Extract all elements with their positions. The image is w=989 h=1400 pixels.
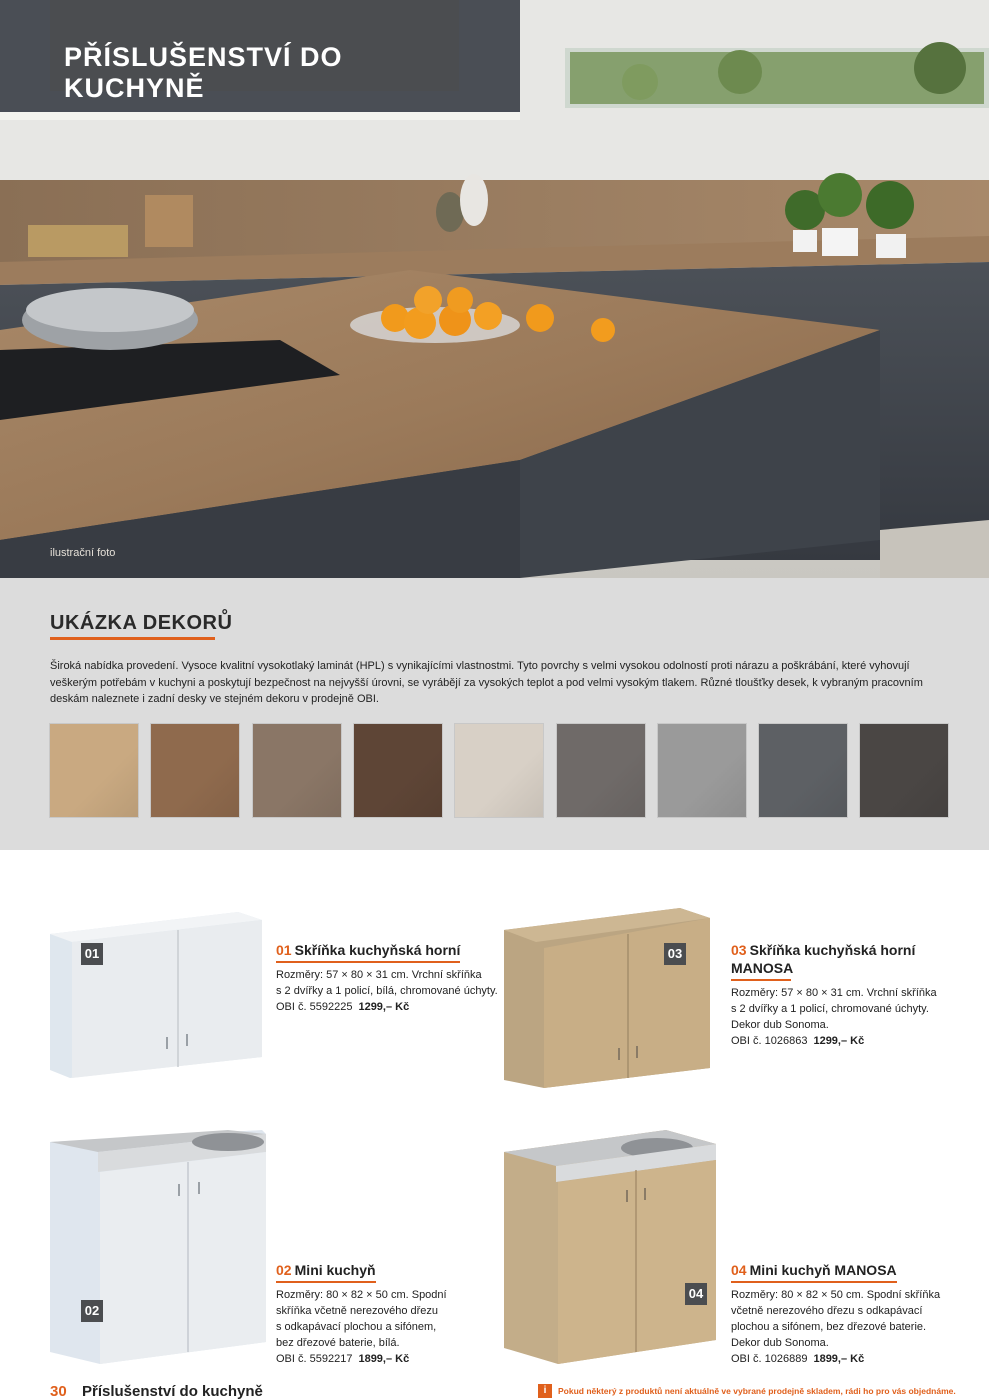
product-01-title[interactable] [276,942,460,967]
decor-swatch-8[interactable] [759,724,847,817]
decor-swatch-4[interactable] [354,724,442,817]
title-banner [50,0,459,103]
product-04-badge: 04 [685,1283,707,1305]
product-02-title[interactable] [276,1262,376,1287]
product-01-badge: 01 [81,943,103,965]
product-04-number: 04 [731,1262,747,1278]
product-04-desc-line-3: plochou a sifónem, bez dřezové baterie. [731,1321,927,1333]
product-03-price: 1299,– Kč [813,1035,865,1047]
product-04-desc-line-4: Dekor dub Sonoma. [731,1337,829,1349]
product-03-desc-line-2: s 2 dvířky a 1 policí, chromované úchyty. [731,1003,929,1015]
product-04-desc-line-2: včetně nerezového dřezu s odkapávací [731,1305,923,1317]
product-04-desc-line-1: Rozměry: 80 × 82 × 50 cm. Spodní skříňka [731,1289,941,1301]
product-03-title-underline [731,979,791,981]
product-01-desc-line-2: s 2 dvířky a 1 policí, bílá, chromované úchyty. [276,985,498,997]
product-02-title-underline [276,1281,376,1283]
product-02-desc-line-4: bez dřezové baterie, bílá. [276,1337,400,1349]
decor-description: Široká nabídka provedení. Vysoce kvalitní vysokotlaký laminát (HPL) s vynikajícími vlastnostmi. Tyto povrchy s velmi vysokou odolností proti nárazu a poškrábání, které vyhovují veškerým potřebám v kuchyni a poskytují bezpečnost na nejvyšší úrovni, se vyrábějí za vysokých teplot a pod velmi vysokým tlakem. Různé tloušťky desek, k vybraným pracovním deskám naleznete i zadní desky ve stejném dekoru v prodejně OBI. [50,660,923,705]
product-03-desc-line-1: Rozměry: 57 × 80 × 31 cm. Vrchní skříňka [731,987,937,999]
product-04-code-row [731,1351,971,1367]
product-02-title-text: Mini kuchyň [294,1262,376,1278]
product-02-info [276,1262,506,1367]
product-04-title-underline [731,1281,897,1283]
product-03-info [731,942,961,1049]
decor-swatch-1[interactable] [50,724,138,817]
page-title: PŘÍSLUŠENSTVÍ DO KUCHYNĚ [64,42,343,103]
product-04-title[interactable] [731,1262,897,1287]
product-03-image [500,908,715,1090]
product-04-image [502,1120,722,1366]
decor-swatches [50,724,949,817]
product-01-info [276,942,506,1015]
product-01-price: 1299,– Kč [358,1001,410,1013]
product-03-badge: 03 [664,943,686,965]
heading-underline [50,637,215,640]
decor-swatch-9[interactable] [860,724,948,817]
product-03-title-text: Skříňka kuchyňská horní [749,942,916,958]
product-01-title-underline [276,961,460,963]
photo-caption: ilustrační foto [50,547,116,559]
decor-section [0,578,989,850]
product-01-title-text: Skříňka kuchyňská horní [294,942,461,958]
product-02-price: 1899,– Kč [358,1353,410,1365]
product-03-desc-line-3: Dekor dub Sonoma. [731,1019,829,1031]
product-02-desc-line-3: s odkapávací plochou a sifónem, [276,1321,437,1333]
product-03-title-text-2: MANOSA [731,960,794,976]
product-02-desc-line-1: Rozměry: 80 × 82 × 50 cm. Spodní [276,1289,447,1301]
product-01-number: 01 [276,942,292,958]
product-04-title-text: Mini kuchyň MANOSA [749,1262,897,1278]
decor-swatch-2[interactable] [151,724,239,817]
decor-swatch-7[interactable] [658,724,746,817]
product-03-number: 03 [731,942,747,958]
product-01-code: OBI č. 5592225 [276,1001,353,1013]
product-01-desc-line-1: Rozměry: 57 × 80 × 31 cm. Vrchní skříňka [276,969,482,981]
product-02-badge: 02 [81,1300,103,1322]
product-02-code-row [276,1351,506,1367]
product-04-price: 1899,– Kč [813,1353,865,1365]
product-03-code: OBI č. 1026863 [731,1035,808,1047]
decor-heading: UKÁZKA DEKORŮ [50,612,233,634]
product-02-image [48,1130,270,1366]
product-02-code: OBI č. 5592217 [276,1353,353,1365]
footer-section-title: Příslušenství do kuchyně [82,1383,263,1400]
decor-swatch-3[interactable] [253,724,341,817]
page-number: 30 [50,1383,67,1400]
product-01-image [48,912,268,1082]
product-01-code-row [276,999,506,1015]
product-04-code: OBI č. 1026889 [731,1353,808,1365]
product-02-desc-line-2: skříňka včetně nerezového dřezu [276,1305,439,1317]
product-03-code-row [731,1033,961,1049]
product-02-number: 02 [276,1262,292,1278]
decor-swatch-5[interactable] [455,724,543,817]
footer-info-text: Pokud některý z produktů není aktuálně ve vybrané prodejně skladem, rádi ho pro vás objednáme. [558,1386,956,1396]
info-icon: i [538,1384,552,1398]
product-04-info [731,1262,971,1367]
product-03-title[interactable] [731,942,915,985]
decor-swatch-6[interactable] [557,724,645,817]
hero-image [0,0,989,578]
